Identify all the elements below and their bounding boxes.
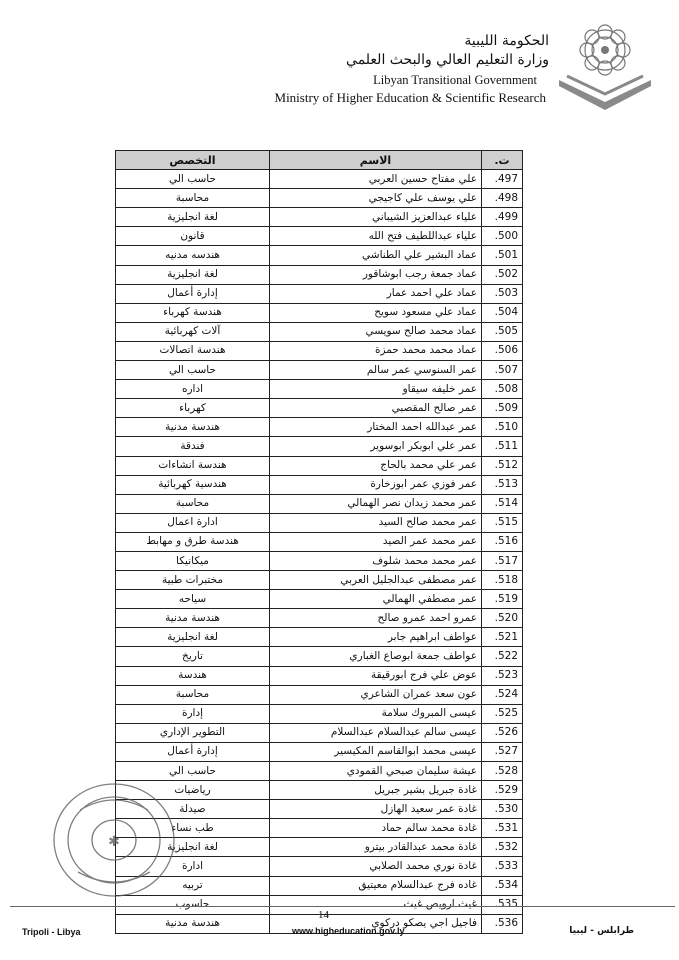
cell-name: عمر محمد زيدان نصر الهمالي — [270, 494, 482, 513]
cell-name: عمر مصطفى عبدالجليل العربي — [270, 571, 482, 590]
cell-name: عيسى سالم عبدالسلام عبدالسلام — [270, 723, 482, 742]
table-row — [116, 341, 523, 360]
cell-name: غادة نوري محمد الصلابي — [270, 857, 482, 876]
cell-number: 531. — [482, 819, 523, 838]
cell-name: عمر علي محمد بالحاج — [270, 456, 482, 475]
svg-text:✱: ✱ — [108, 834, 120, 850]
cell-specialization: هندسة كهرباء — [116, 303, 270, 322]
cell-name: غاده فرج عبدالسلام معيتيق — [270, 876, 482, 895]
arabic-government-title: الحكومة الليبية — [464, 33, 549, 49]
table-row — [116, 227, 523, 246]
cell-specialization: هندسة طرق و مهابط — [116, 532, 270, 551]
column-header-number: ت. — [482, 151, 523, 170]
table-row — [116, 628, 523, 647]
cell-number: 511. — [482, 437, 523, 456]
cell-specialization: إدارة أعمال — [116, 284, 270, 303]
cell-specialization: هندسة انشاءات — [116, 456, 270, 475]
cell-number: 497. — [482, 170, 523, 189]
footer-city-english: Tripoli - Libya — [22, 927, 81, 937]
cell-number: 499. — [482, 208, 523, 227]
cell-specialization: تربيه — [116, 876, 270, 895]
arabic-ministry-title: وزارة التعليم العالي والبحث العلمي — [346, 52, 549, 68]
cell-name: عماد محمد محمد حمزة — [270, 341, 482, 360]
table-row — [116, 208, 523, 227]
table-row — [116, 303, 523, 322]
cell-specialization: لغة انجليزية — [116, 628, 270, 647]
cell-name: عماد جمعة رجب ابوشاقور — [270, 265, 482, 284]
cell-specialization: تاريخ — [116, 647, 270, 666]
table-row — [116, 513, 523, 532]
table-row — [116, 494, 523, 513]
cell-specialization: رياضيات — [116, 781, 270, 800]
cell-specialization: اداره — [116, 380, 270, 399]
cell-specialization: هندسة اتصالات — [116, 341, 270, 360]
table-row — [116, 609, 523, 628]
cell-specialization: هندسه مدنيه — [116, 246, 270, 265]
table-row — [116, 322, 523, 341]
cell-name: عيسى محمد ابوالقاسم المكيسير — [270, 742, 482, 761]
table-row — [116, 590, 523, 609]
cell-number: 526. — [482, 723, 523, 742]
cell-number: 535. — [482, 895, 523, 914]
page-number: 14 — [318, 909, 329, 921]
cell-number: 522. — [482, 647, 523, 666]
cell-number: 517. — [482, 551, 523, 570]
cell-specialization: محاسبة — [116, 189, 270, 208]
cell-name: غادة محمد عبدالقادر بيترو — [270, 838, 482, 857]
cell-name: عمر عبدالله احمد المختار — [270, 418, 482, 437]
cell-specialization: إدارة أعمال — [116, 742, 270, 761]
cell-specialization: محاسبة — [116, 685, 270, 704]
cell-name: فاجيل اجي يصكو دركوي — [270, 914, 482, 933]
table-row — [116, 685, 523, 704]
cell-number: 533. — [482, 857, 523, 876]
cell-number: 527. — [482, 742, 523, 761]
cell-specialization: صيدلة — [116, 800, 270, 819]
cell-name: علي مفتاح حسين العربي — [270, 170, 482, 189]
cell-number: 513. — [482, 475, 523, 494]
table-row — [116, 284, 523, 303]
cell-number: 515. — [482, 513, 523, 532]
cell-specialization: هندسة — [116, 666, 270, 685]
cell-number: 501. — [482, 246, 523, 265]
cell-name: علياء عبدالعزيز الشيباني — [270, 208, 482, 227]
table-row — [116, 571, 523, 590]
cell-specialization: قانون — [116, 227, 270, 246]
cell-number: 507. — [482, 361, 523, 380]
cell-number: 502. — [482, 265, 523, 284]
cell-name: عمر خليفه سيقاو — [270, 380, 482, 399]
table-row — [116, 742, 523, 761]
cell-specialization: حاسوب — [116, 895, 270, 914]
cell-specialization: ميكانيكا — [116, 551, 270, 570]
cell-name: عماد محمد صالح سويسي — [270, 322, 482, 341]
cell-name: عون سعد عمران الشاعري — [270, 685, 482, 704]
english-government-title: Libyan Transitional Government — [373, 73, 537, 87]
cell-name: علي يوسف علي كاجيجي — [270, 189, 482, 208]
cell-name: عمر صالح المقصبي — [270, 399, 482, 418]
cell-number: 509. — [482, 399, 523, 418]
cell-number: 510. — [482, 418, 523, 437]
cell-specialization: سياحه — [116, 590, 270, 609]
cell-specialization: ادارة اعمال — [116, 513, 270, 532]
cell-name: عيشة سليمان صبحي القمودي — [270, 762, 482, 781]
table-row — [116, 189, 523, 208]
cell-number: 498. — [482, 189, 523, 208]
cell-name: غيث ارويص غيث — [270, 895, 482, 914]
cell-name: عماد علي مسعود سويح — [270, 303, 482, 322]
table-row — [116, 551, 523, 570]
table-row — [116, 647, 523, 666]
cell-number: 506. — [482, 341, 523, 360]
cell-number: 536. — [482, 914, 523, 933]
cell-number: 500. — [482, 227, 523, 246]
cell-specialization: حاسب الي — [116, 762, 270, 781]
table-row — [116, 170, 523, 189]
cell-name: غادة عمر سعيد الهازل — [270, 800, 482, 819]
cell-name: عمر فوزي عمر ابوزخارة — [270, 475, 482, 494]
footer-website: www.higheducation.gov.ly — [292, 926, 405, 936]
footer-divider — [10, 906, 675, 907]
cell-number: 504. — [482, 303, 523, 322]
cell-number: 508. — [482, 380, 523, 399]
cell-number: 520. — [482, 609, 523, 628]
cell-number: 512. — [482, 456, 523, 475]
table-row — [116, 475, 523, 494]
cell-number: 514. — [482, 494, 523, 513]
cell-name: عمر محمد صالح السيد — [270, 513, 482, 532]
cell-name: عماد البشير علي الطناشي — [270, 246, 482, 265]
cell-name: عمر السنوسي عمر سالم — [270, 361, 482, 380]
table-row — [116, 361, 523, 380]
table-row — [116, 819, 523, 838]
cell-number: 529. — [482, 781, 523, 800]
cell-specialization: طب نساء — [116, 819, 270, 838]
table-row — [116, 246, 523, 265]
english-ministry-title: Ministry of Higher Education & Scientific Research — [274, 90, 546, 105]
cell-number: 505. — [482, 322, 523, 341]
table-row — [116, 666, 523, 685]
cell-specialization: ادارة — [116, 857, 270, 876]
cell-number: 516. — [482, 532, 523, 551]
table-row — [116, 704, 523, 723]
cell-number: 518. — [482, 571, 523, 590]
cell-number: 534. — [482, 876, 523, 895]
cell-specialization: لغة انجليزية — [116, 265, 270, 284]
cell-specialization: التطوير الإداري — [116, 723, 270, 742]
students-table — [115, 150, 523, 934]
cell-name: عيسى المبروك سلامة — [270, 704, 482, 723]
cell-specialization: مختبرات طبية — [116, 571, 270, 590]
table-row — [116, 876, 523, 895]
cell-name: عمر محمد عمر الصيد — [270, 532, 482, 551]
cell-specialization: كهرباء — [116, 399, 270, 418]
cell-name: غادة جبريل بشير جبريل — [270, 781, 482, 800]
cell-specialization: لغة انجليزية — [116, 838, 270, 857]
table-row — [116, 532, 523, 551]
cell-name: عواطف ابراهيم جابر — [270, 628, 482, 647]
cell-name: عمر علي ابوبكر ابوسوير — [270, 437, 482, 456]
cell-name: عماد علي احمد عمار — [270, 284, 482, 303]
cell-name: علياء عبداللطيف فتح الله — [270, 227, 482, 246]
letterhead — [0, 0, 679, 120]
cell-specialization: هندسة مدنية — [116, 914, 270, 933]
cell-specialization: إدارة — [116, 704, 270, 723]
cell-name: غادة محمد سالم حماد — [270, 819, 482, 838]
table-row — [116, 857, 523, 876]
table-row — [116, 265, 523, 284]
cell-number: 528. — [482, 762, 523, 781]
cell-specialization: فندقة — [116, 437, 270, 456]
cell-name: عمر محمد محمد شلوف — [270, 551, 482, 570]
cell-number: 524. — [482, 685, 523, 704]
ministry-logo — [555, 24, 655, 112]
cell-number: 532. — [482, 838, 523, 857]
table-row — [116, 838, 523, 857]
cell-number: 503. — [482, 284, 523, 303]
cell-specialization: حاسب الي — [116, 361, 270, 380]
table-header-row — [116, 151, 523, 170]
table-row — [116, 380, 523, 399]
cell-number: 523. — [482, 666, 523, 685]
cell-specialization: محاسبة — [116, 494, 270, 513]
table-row — [116, 437, 523, 456]
table-row — [116, 399, 523, 418]
cell-specialization: حاسب الي — [116, 170, 270, 189]
cell-name: عمر مصطفي الهمالي — [270, 590, 482, 609]
column-header-name: الاسم — [270, 151, 482, 170]
table-row — [116, 723, 523, 742]
cell-specialization: هندسة مدنية — [116, 609, 270, 628]
cell-number: 519. — [482, 590, 523, 609]
cell-specialization: هندسية كهربائية — [116, 475, 270, 494]
table-row — [116, 418, 523, 437]
table-row — [116, 456, 523, 475]
table-row — [116, 762, 523, 781]
cell-number: 525. — [482, 704, 523, 723]
footer-city-arabic: طرابلس - ليبيا — [569, 926, 634, 936]
cell-name: عمرو احمد عمرو صالح — [270, 609, 482, 628]
cell-specialization: لغة انجليزية — [116, 208, 270, 227]
column-header-specialization: التخصص — [116, 151, 270, 170]
cell-name: عواطف جمعة ابوصاع الغباري — [270, 647, 482, 666]
table-row — [116, 800, 523, 819]
cell-specialization: آلات كهربائية — [116, 322, 270, 341]
table-row — [116, 781, 523, 800]
cell-number: 521. — [482, 628, 523, 647]
cell-number: 530. — [482, 800, 523, 819]
cell-specialization: هندسة مدنية — [116, 418, 270, 437]
cell-name: عوض علي فرج ابورقيقة — [270, 666, 482, 685]
